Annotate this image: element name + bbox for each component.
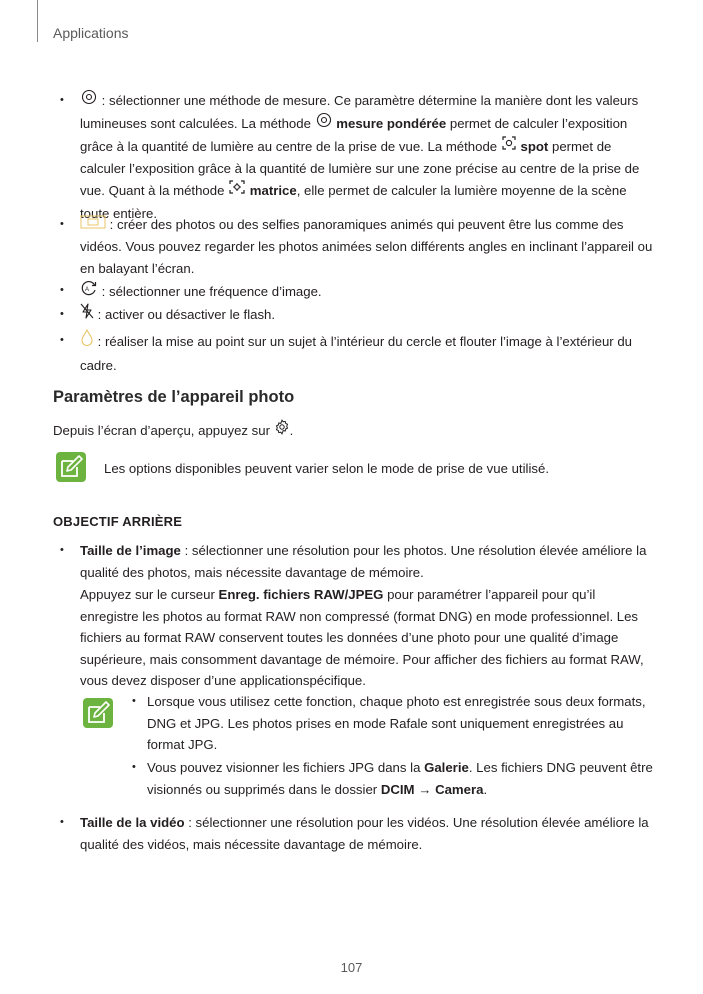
bullet-dot: • (60, 308, 64, 320)
bullet-dot: • (60, 334, 64, 346)
matrix-metering-icon (228, 179, 246, 202)
section-header: Applications (53, 25, 129, 41)
flash-paragraph: : activer ou désactiver le flash. (80, 304, 655, 327)
panorama-paragraph: : créer des photos ou des selfies panoramiques animés qui peuvent être lus comme des vidéos. Vous pouvez regarder les photos animées selon différents angles en inclinant l’appareil ou en balayant l’écran. (80, 214, 655, 280)
bullet-dot: • (60, 94, 64, 106)
centre-weighted-icon (315, 112, 333, 135)
camera-settings-heading: Paramètres de l’appareil photo (53, 388, 295, 406)
video-size-paragraph: Taille de la vidéo : sélectionner une résolution pour les vidéos. Une résolution élevée améliore la qualité des vidéos, mais nécessite davantage de mémoire. (80, 815, 649, 852)
note1-text: Lorsque vous utilisez cette fonction, chaque photo est enregistrée sous deux formats, DNG et JPG. Les photos prises en mode Rafale sont uniquement enregistrées au format JPG. (147, 694, 646, 753)
flash-off-icon (80, 303, 94, 326)
bullet-dot: • (60, 218, 64, 230)
bullet-dot: • (60, 544, 64, 556)
focus-paragraph: : réaliser la mise au point sur un sujet à l’intérieur du cercle et flouter l’image à l’extérieur du cadre. (80, 330, 655, 376)
motion-panorama-icon (80, 214, 106, 236)
metering-paragraph: : sélectionner une méthode de mesure. Ce paramètre détermine la manière dont les valeurs lumineuses sont calculées. La méthode mesure pondérée permet de calculer l’exposition grâce à la quantité de lumière au centre de la prise de vue. La méthode spot permet de calculer l’exposition grâce à la quantité de lumière sur une zone précise au centre de la prise de vue. Quant à la méthode matrice, elle permet de calculer la lumière moyenne de la scène toute entière. (80, 90, 655, 224)
frame-rate-paragraph: A : sélectionner une fréquence d’image. (80, 280, 655, 305)
page-edge-line (37, 0, 38, 42)
note-text: Les options disponibles peuvent varier selon le mode de prise de vue utilisé. (104, 461, 549, 476)
svg-text:A: A (85, 287, 90, 293)
note2-text: Vous pouvez visionner les fichiers JPG dans la Galerie. Les fichiers DNG peuvent être visionnés ou supprimés dans le dossier DCIM → Camera. (147, 760, 653, 797)
settings-intro: Depuis l’écran d’aperçu, appuyez sur . (53, 420, 653, 443)
raw-paragraph: Appuyez sur le curseur Enreg. fichiers RAW/JPEG pour paramétrer l’appareil pour qu’il enregistre les photos au format RAW non compressé (format DNG) en mode professionnel. Les fichiers au format RAW conservent toutes les données d’une photo pour une qualité d’image supérieure, mais consomment davantage de mémoire. Pour afficher des fichiers au format RAW, vous devez disposer d’une applicationspécifique. (80, 587, 644, 689)
metering-icon (80, 89, 98, 112)
bullet-dot: • (60, 284, 64, 296)
settings-gear-icon (274, 419, 290, 442)
bullet-dot: • (60, 816, 64, 828)
frame-rate-icon (80, 279, 98, 304)
image-size-paragraph: Taille de l’image : sélectionner une résolution pour les photos. Une résolution élevée améliore la qualité des photos, mais nécessite davantage de mémoire. (80, 543, 647, 580)
note-icon (55, 451, 87, 486)
rear-lens-heading: OBJECTIF ARRIÈRE (53, 514, 183, 529)
focus-droplet-icon (80, 329, 94, 354)
spot-metering-icon (501, 135, 517, 158)
bullet-dot: • (132, 695, 136, 707)
note-icon (82, 697, 114, 732)
bullet-dot: • (132, 761, 136, 773)
page-number: 107 (340, 960, 363, 975)
